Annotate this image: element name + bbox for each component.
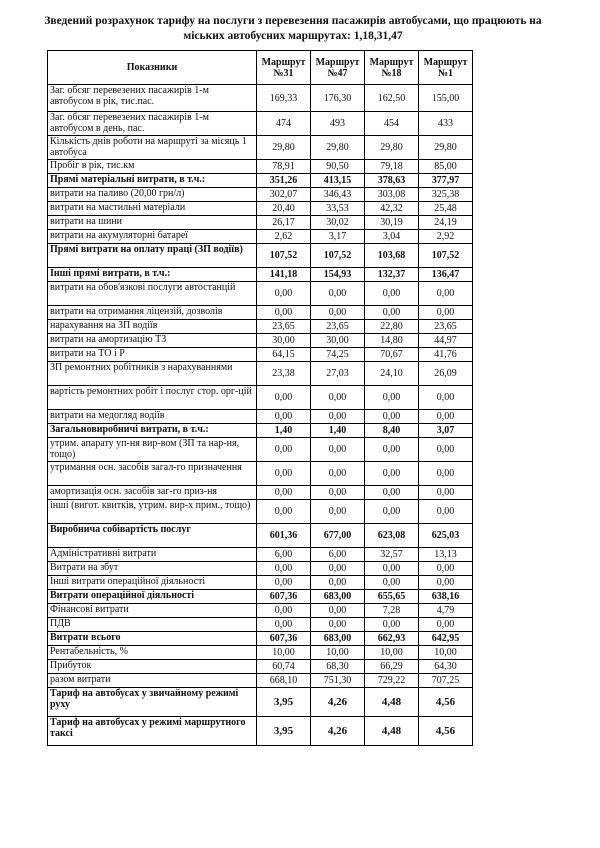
cell-value: 68,30	[311, 660, 365, 674]
cell-value: 0,00	[311, 576, 365, 590]
cell-value: 433	[419, 112, 473, 136]
cell-value: 64,30	[419, 660, 473, 674]
cell-value: 4,56	[419, 717, 473, 746]
cell-value: 677,00	[311, 524, 365, 548]
cell-value: 0,00	[257, 462, 311, 486]
cell-value: 0,00	[257, 306, 311, 320]
cell-value: 3,17	[311, 230, 365, 244]
row-label: витрати на амортизацію ТЗ	[48, 334, 257, 348]
table-row	[48, 486, 473, 500]
cell-value: 27,03	[311, 362, 365, 386]
row-label: Інші прямі витрати, в т.ч.:	[48, 268, 257, 282]
cell-value: 601,36	[257, 524, 311, 548]
cell-value: 154,93	[311, 268, 365, 282]
table-row	[48, 188, 473, 202]
cell-value: 0,00	[311, 604, 365, 618]
cell-value: 655,65	[365, 590, 419, 604]
cell-value: 29,80	[257, 136, 311, 160]
cell-value: 0,00	[365, 562, 419, 576]
row-label: ПДВ	[48, 618, 257, 632]
cell-value: 4,56	[419, 688, 473, 717]
cell-value: 29,80	[365, 136, 419, 160]
cell-value: 162,50	[365, 85, 419, 112]
table-row	[48, 590, 473, 604]
cell-value: 623,08	[365, 524, 419, 548]
cell-value: 26,09	[419, 362, 473, 386]
cell-value: 302,07	[257, 188, 311, 202]
row-label: Тариф на автобусах у звичайному режимі руху	[48, 688, 257, 717]
cell-value: 4,79	[419, 604, 473, 618]
cell-value: 0,00	[257, 486, 311, 500]
row-label: Кількість днів роботи на маршруті за місяць 1 автобуса	[48, 136, 257, 160]
cell-value: 0,00	[419, 438, 473, 462]
cell-value: 20,40	[257, 202, 311, 216]
cell-value: 707,25	[419, 674, 473, 688]
cell-value: 10,00	[365, 646, 419, 660]
cell-value: 642,95	[419, 632, 473, 646]
cell-value: 454	[365, 112, 419, 136]
cell-value: 303,08	[365, 188, 419, 202]
row-label: витрати на паливо (20,00 грн/л)	[48, 188, 257, 202]
row-label: витрати на обов'язкові послуги автостанцій	[48, 282, 257, 306]
row-label: Тариф на автобусах у режимі маршрутного таксі	[48, 717, 257, 746]
table-row	[48, 230, 473, 244]
cell-value: 44,97	[419, 334, 473, 348]
tariff-table	[47, 50, 473, 746]
cell-value: 41,76	[419, 348, 473, 362]
cell-value: 325,38	[419, 188, 473, 202]
table-body	[48, 85, 473, 746]
cell-value: 0,00	[419, 306, 473, 320]
table-row	[48, 674, 473, 688]
cell-value: 0,00	[257, 438, 311, 462]
row-label: Рентабельність, %	[48, 646, 257, 660]
cell-value: 74,25	[311, 348, 365, 362]
cell-value: 0,00	[419, 282, 473, 306]
row-label: витрати на ТО і Р	[48, 348, 257, 362]
cell-value: 90,50	[311, 160, 365, 174]
cell-value: 24,10	[365, 362, 419, 386]
cell-value: 1,40	[257, 424, 311, 438]
cell-value: 0,00	[365, 500, 419, 524]
row-label: утримання осн. засобів загал-го призначення	[48, 462, 257, 486]
cell-value: 0,00	[365, 618, 419, 632]
cell-value: 638,16	[419, 590, 473, 604]
cell-value: 0,00	[311, 486, 365, 500]
table-row	[48, 160, 473, 174]
cell-value: 141,18	[257, 268, 311, 282]
cell-value: 24,19	[419, 216, 473, 230]
row-label: Витрати операційної діяльності	[48, 590, 257, 604]
cell-value: 3,95	[257, 688, 311, 717]
table-row	[48, 386, 473, 410]
cell-value: 6,00	[311, 548, 365, 562]
row-label: витрати на отримання ліцензій, дозволів	[48, 306, 257, 320]
table-row	[48, 216, 473, 230]
cell-value: 0,00	[257, 410, 311, 424]
cell-value: 23,65	[419, 320, 473, 334]
cell-value: 0,00	[311, 500, 365, 524]
cell-value: 607,36	[257, 590, 311, 604]
cell-value: 22,80	[365, 320, 419, 334]
cell-value: 0,00	[257, 562, 311, 576]
row-label: Заг. обсяг перевезених пасажирів 1-м автобусом в рік, тис.пас.	[48, 85, 257, 112]
cell-value: 683,00	[311, 632, 365, 646]
table-row	[48, 717, 473, 746]
cell-value: 107,52	[311, 244, 365, 268]
cell-value: 0,00	[311, 282, 365, 306]
cell-value: 0,00	[311, 410, 365, 424]
row-label: Заг. обсяг перевезених пасажирів 1-м автобусом в день, пас.	[48, 112, 257, 136]
cell-value: 0,00	[311, 386, 365, 410]
cell-value: 0,00	[311, 438, 365, 462]
row-label: витрати на шини	[48, 216, 257, 230]
table-row	[48, 348, 473, 362]
cell-value: 3,04	[365, 230, 419, 244]
table-row	[48, 282, 473, 306]
cell-value: 33,53	[311, 202, 365, 216]
document-title: Зведений розрахунок тарифу на послуги з перевезення пасажирів автобусами, що працюють на міських автобусних маршрутах: 1,18,31,47	[44, 15, 542, 42]
cell-value: 0,00	[311, 462, 365, 486]
row-label: Пробіг в рік, тис.км	[48, 160, 257, 174]
table-row	[48, 500, 473, 524]
cell-value: 10,00	[419, 646, 473, 660]
cell-value: 729,22	[365, 674, 419, 688]
cell-value: 7,28	[365, 604, 419, 618]
cell-value: 0,00	[365, 386, 419, 410]
table-row	[48, 632, 473, 646]
row-label: вартість ремонтних робіт і послуг стор. орг-цій	[48, 386, 257, 410]
table-row	[48, 462, 473, 486]
row-label: Фінансові витрати	[48, 604, 257, 618]
cell-value: 0,00	[257, 618, 311, 632]
cell-value: 6,00	[257, 548, 311, 562]
cell-value: 0,00	[257, 576, 311, 590]
cell-value: 26,17	[257, 216, 311, 230]
table-row	[48, 85, 473, 112]
row-label: інші (вигот. квитків, утрим. вир-х прим., тощо)	[48, 500, 257, 524]
cell-value: 25,48	[419, 202, 473, 216]
cell-value: 23,65	[257, 320, 311, 334]
cell-value: 662,93	[365, 632, 419, 646]
cell-value: 0,00	[419, 562, 473, 576]
cell-value: 493	[311, 112, 365, 136]
row-label: витрати на медогляд водіїв	[48, 410, 257, 424]
row-label: витрати на акумуляторні батареї	[48, 230, 257, 244]
table-row	[48, 244, 473, 268]
cell-value: 13,13	[419, 548, 473, 562]
cell-value: 64,15	[257, 348, 311, 362]
row-label: ЗП ремонтних робітників з нарахуваннями	[48, 362, 257, 386]
cell-value: 136,47	[419, 268, 473, 282]
cell-value: 4,48	[365, 688, 419, 717]
row-label: разом витрати	[48, 674, 257, 688]
table-row	[48, 112, 473, 136]
header-route-47: Маршрут №47	[311, 51, 365, 85]
table-row	[48, 576, 473, 590]
table-row	[48, 688, 473, 717]
cell-value: 4,26	[311, 717, 365, 746]
row-label: нарахування на ЗП водіїв	[48, 320, 257, 334]
table-row	[48, 660, 473, 674]
table-row	[48, 604, 473, 618]
row-label: Прибуток	[48, 660, 257, 674]
cell-value: 8,40	[365, 424, 419, 438]
row-label: Інші витрати операційної діяльності	[48, 576, 257, 590]
table-row	[48, 410, 473, 424]
cell-value: 4,26	[311, 688, 365, 717]
table-row	[48, 438, 473, 462]
cell-value: 14,80	[365, 334, 419, 348]
cell-value: 2,92	[419, 230, 473, 244]
table-row	[48, 362, 473, 386]
row-label: Адміністративні витрати	[48, 548, 257, 562]
row-label: амортизація осн. засобів заг-го приз-ня	[48, 486, 257, 500]
row-label: витрати на мастильні матеріали	[48, 202, 257, 216]
cell-value: 0,00	[365, 576, 419, 590]
cell-value: 751,30	[311, 674, 365, 688]
cell-value: 29,80	[311, 136, 365, 160]
cell-value: 3,95	[257, 717, 311, 746]
cell-value: 30,19	[365, 216, 419, 230]
table-row	[48, 618, 473, 632]
cell-value: 79,18	[365, 160, 419, 174]
cell-value: 607,36	[257, 632, 311, 646]
table-row	[48, 334, 473, 348]
cell-value: 474	[257, 112, 311, 136]
table-row	[48, 202, 473, 216]
table-row	[48, 268, 473, 282]
row-label: Прямі матеріальні витрати, в т.ч.:	[48, 174, 257, 188]
table-row	[48, 136, 473, 160]
cell-value: 23,38	[257, 362, 311, 386]
table-row	[48, 174, 473, 188]
header-indicator: Показники	[48, 51, 257, 85]
cell-value: 0,00	[311, 562, 365, 576]
cell-value: 0,00	[419, 410, 473, 424]
cell-value: 0,00	[257, 282, 311, 306]
cell-value: 4,48	[365, 717, 419, 746]
cell-value: 1,40	[311, 424, 365, 438]
cell-value: 378,63	[365, 174, 419, 188]
cell-value: 0,00	[365, 438, 419, 462]
cell-value: 0,00	[365, 462, 419, 486]
cell-value: 10,00	[257, 646, 311, 660]
cell-value: 30,00	[311, 334, 365, 348]
row-label: Витрати на збут	[48, 562, 257, 576]
header-route-31: Маршрут №31	[257, 51, 311, 85]
cell-value: 0,00	[365, 282, 419, 306]
cell-value: 683,00	[311, 590, 365, 604]
cell-value: 66,29	[365, 660, 419, 674]
cell-value: 155,00	[419, 85, 473, 112]
cell-value: 23,65	[311, 320, 365, 334]
row-label: Витрати всього	[48, 632, 257, 646]
cell-value: 85,00	[419, 160, 473, 174]
cell-value: 0,00	[419, 486, 473, 500]
cell-value: 668,10	[257, 674, 311, 688]
cell-value: 0,00	[419, 500, 473, 524]
cell-value: 32,57	[365, 548, 419, 562]
row-label: утрим. апарату уп-ня вир-вом (ЗП та нар-ня, тощо)	[48, 438, 257, 462]
cell-value: 103,68	[365, 244, 419, 268]
cell-value: 3,07	[419, 424, 473, 438]
table-row	[48, 320, 473, 334]
cell-value: 0,00	[257, 604, 311, 618]
cell-value: 0,00	[365, 410, 419, 424]
cell-value: 2,62	[257, 230, 311, 244]
cell-value: 132,37	[365, 268, 419, 282]
cell-value: 351,26	[257, 174, 311, 188]
table-row	[48, 646, 473, 660]
table-row	[48, 524, 473, 548]
header-route-18: Маршрут №18	[365, 51, 419, 85]
header-route-1: Маршрут №1	[419, 51, 473, 85]
cell-value: 413,15	[311, 174, 365, 188]
cell-value: 169,33	[257, 85, 311, 112]
cell-value: 30,02	[311, 216, 365, 230]
table-row	[48, 548, 473, 562]
cell-value: 78,91	[257, 160, 311, 174]
cell-value: 0,00	[365, 486, 419, 500]
cell-value: 625,03	[419, 524, 473, 548]
cell-value: 0,00	[311, 306, 365, 320]
cell-value: 60,74	[257, 660, 311, 674]
table-row	[48, 562, 473, 576]
row-label: Загальновиробничі витрати, в т.ч.:	[48, 424, 257, 438]
row-label: Виробнича собівартість послуг	[48, 524, 257, 548]
cell-value: 0,00	[257, 386, 311, 410]
cell-value: 346,43	[311, 188, 365, 202]
cell-value: 70,67	[365, 348, 419, 362]
header-row	[48, 51, 473, 85]
cell-value: 0,00	[257, 500, 311, 524]
cell-value: 0,00	[419, 576, 473, 590]
cell-value: 0,00	[419, 386, 473, 410]
cell-value: 0,00	[311, 618, 365, 632]
cell-value: 0,00	[419, 618, 473, 632]
cell-value: 0,00	[365, 306, 419, 320]
cell-value: 0,00	[419, 462, 473, 486]
cell-value: 377,97	[419, 174, 473, 188]
cell-value: 176,30	[311, 85, 365, 112]
table-row	[48, 424, 473, 438]
cell-value: 107,52	[257, 244, 311, 268]
cell-value: 29,80	[419, 136, 473, 160]
cell-value: 107,52	[419, 244, 473, 268]
table-row	[48, 306, 473, 320]
row-label: Прямі витрати на оплату праці (ЗП водіїв)	[48, 244, 257, 268]
cell-value: 42,32	[365, 202, 419, 216]
cell-value: 10,00	[311, 646, 365, 660]
cell-value: 30,00	[257, 334, 311, 348]
